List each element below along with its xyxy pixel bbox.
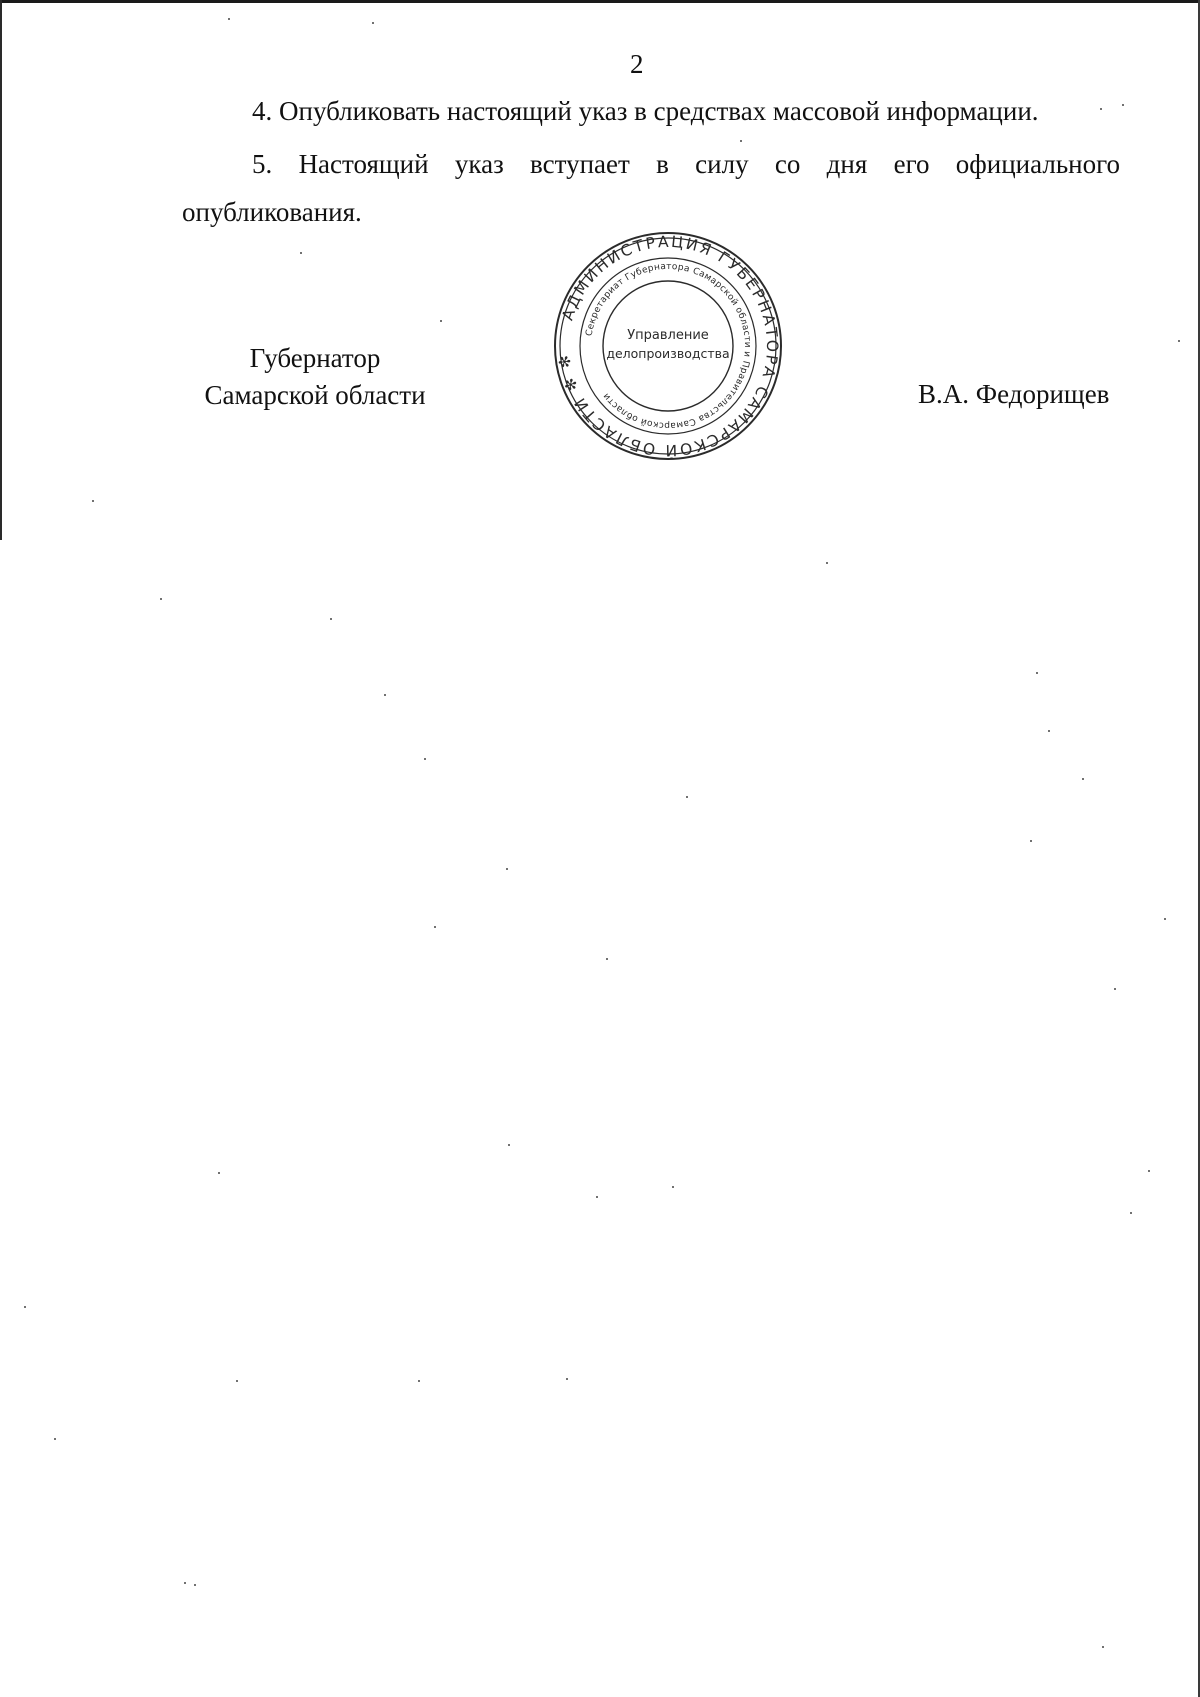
scan-speck: [1048, 730, 1050, 732]
scan-speck: [566, 1378, 568, 1380]
scan-speck: [434, 926, 436, 928]
scan-speck: [218, 1172, 220, 1174]
scan-speck: [1164, 918, 1166, 920]
seal-center-line-2: делопроизводства: [606, 346, 730, 361]
scan-speck: [54, 1438, 56, 1440]
scan-speck: [508, 1144, 510, 1146]
scan-speck: [1122, 104, 1124, 106]
scan-speck: [1130, 1212, 1132, 1214]
seal-inner-ring-text: Секретариат Губернатора Самарской области и Правительства Самарской области: [584, 261, 753, 431]
signatory-title-line-1: Губернатор: [249, 343, 381, 373]
scan-speck: [826, 562, 828, 564]
scan-speck: [506, 868, 508, 870]
scan-speck: [1082, 778, 1084, 780]
scan-speck: [24, 1306, 26, 1308]
scan-speck: [236, 1380, 238, 1382]
signatory-title: [150, 340, 480, 414]
scan-speck: [330, 618, 332, 620]
signatory-title-line-2: Самарской области: [204, 380, 426, 410]
scan-speck: [194, 1584, 196, 1586]
scan-speck: [418, 1380, 420, 1382]
scan-speck: [372, 22, 374, 24]
scan-speck: [596, 1196, 598, 1198]
official-seal-stamp: [552, 230, 784, 462]
scan-speck: [300, 252, 302, 254]
scan-speck: [686, 796, 688, 798]
scan-left-edge: [0, 0, 2, 540]
scan-speck: [1030, 840, 1032, 842]
signatory-name: В.А. Федорищев: [918, 379, 1110, 409]
page-number: 2: [630, 49, 644, 79]
scan-speck: [672, 1186, 674, 1188]
scan-speck: [740, 140, 742, 142]
scan-speck: [1102, 1646, 1104, 1648]
scan-speck: [160, 598, 162, 600]
scan-speck: [228, 18, 230, 20]
paragraph-item-5: 5. Настоящий указ вступает в силу со дня его официального: [252, 149, 1120, 179]
seal-center-line-1: Управление: [627, 328, 709, 343]
scan-speck: [606, 958, 608, 960]
scan-speck: [1036, 672, 1038, 674]
scan-speck: [424, 758, 426, 760]
scan-speck: [184, 1582, 186, 1584]
scan-speck: [92, 500, 94, 502]
scan-speck: [384, 694, 386, 696]
seal-outer-ring-text: АДМИНИСТРАЦИЯ ГУБЕРНАТОРА САМАРСКОЙ ОБЛАСТИ ✻ ✻: [555, 232, 782, 460]
paragraph-item-5-continuation: опубликования.: [182, 197, 362, 227]
scan-speck: [1148, 1170, 1150, 1172]
scan-speck: [1100, 108, 1102, 110]
scan-speck: [1178, 340, 1180, 342]
scan-speck: [440, 320, 442, 322]
paragraph-item-4: 4. Опубликовать настоящий указ в средствах массовой информации.: [252, 96, 1039, 126]
scan-top-edge: [0, 0, 1200, 3]
scan-speck: [1114, 988, 1116, 990]
